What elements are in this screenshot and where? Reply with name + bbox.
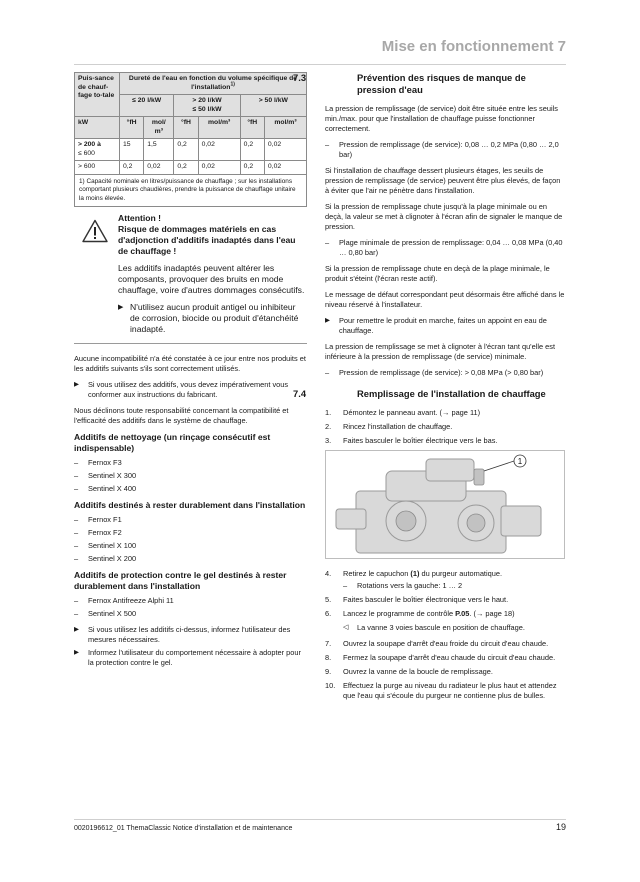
procedure-steps-b	[325, 569, 565, 619]
step-item: 4. Retirez le capuchon (1) du purgeur automatique. – Rotations vers la gauche: 1 … 2	[325, 569, 565, 591]
table-row	[75, 161, 307, 175]
table-row-label: > 200 à ≤ 600	[75, 139, 120, 161]
arrow-bullet-icon: ▶	[74, 649, 79, 656]
list-item: – Sentinel X 200	[74, 554, 307, 564]
list-item: – Pression de remplissage (de service): > 0,08 MPa (> 0,80 bar)	[325, 368, 565, 378]
warning-triangle-icon	[82, 219, 108, 243]
spec-list	[325, 368, 565, 378]
warning-title: Attention !	[118, 213, 161, 223]
table-cell: 0,02	[198, 139, 240, 161]
section-title-frost: Additifs de protection contre le gel destinés à rester durablement dans l'installation	[74, 570, 287, 591]
list-item: – Sentinel X 400	[74, 484, 307, 494]
procedure-steps-a	[325, 408, 565, 446]
table-cell: 0,2	[120, 161, 144, 175]
table-cell: 0,2	[240, 161, 264, 175]
page-header-title: Mise en fonctionnement 7	[381, 38, 566, 55]
table-cell: 0,02	[198, 161, 240, 175]
list-item: ▶ Si vous utilisez les additifs ci-dessus, informez l'utilisateur des mesures nécessaires.	[74, 625, 291, 644]
table-unit: °fH	[120, 117, 144, 139]
paragraph: La pression de remplissage se met à clignoter à l'écran tant qu'elle est inférieure à la pression de remplissage (de service) minimale.	[325, 342, 556, 361]
table-unit: mol/ m³	[144, 117, 174, 139]
action-list	[325, 316, 565, 336]
right-column	[293, 72, 565, 705]
sub-item: – Rotations vers la gauche: 1 … 2	[343, 581, 565, 591]
list-item: – Sentinel X 100	[74, 541, 307, 551]
step-item: 10. Effectuez la purge au niveau du radiateur le plus haut et attendez que l'eau qui s'écoule du purgeur ne contienne plus de bulles.	[325, 681, 557, 700]
list-item: – Sentinel X 300	[74, 471, 307, 481]
list-item: – Fernox F3	[74, 458, 307, 468]
arrow-bullet-icon: ▶	[74, 381, 79, 388]
table-cell: 15	[120, 139, 144, 161]
list-item: – Pression de remplissage (de service): 0,08 … 0,2 MPa (0,80 … 2,0 bar)	[325, 140, 565, 160]
table-cell: 0,02	[144, 161, 174, 175]
list-item: – Fernox Antifreeze Alphi 11	[74, 596, 307, 606]
table-cell: 0,02	[264, 139, 306, 161]
table-cell: 0,02	[264, 161, 306, 175]
procedure-steps-c	[325, 639, 565, 701]
action-list	[74, 380, 307, 400]
table-unit: °fH	[174, 117, 198, 139]
table-range-2: > 20 l/kW ≤ 50 l/kW	[174, 95, 240, 117]
paragraph: Si la pression de remplissage chute jusqu'à la plage minimale ou en deçà, la valeur se met à clignoter à l'écran afin de signaler le manque de pression.	[325, 202, 563, 231]
warning-subtitle: Risque de dommages matériels en cas d'adjonction d'additifs inadaptés dans l'eau de chauffage !	[118, 224, 296, 256]
paragraph: Le message de défaut correspondant peut désormais être affiché dans le niveau réservé à l'installateur.	[325, 290, 565, 309]
list-item: – Plage minimale de pression de remplissage: 0,04 … 0,08 MPa (0,40 … 0,80 bar)	[325, 238, 565, 258]
step-item: 3. Faites basculer le boîtier électrique vers le bas.	[325, 436, 498, 445]
permanent-additives-list	[74, 515, 307, 564]
page-number: 19	[555, 822, 566, 832]
table-row-label: > 600	[75, 161, 120, 175]
water-hardness-table	[74, 72, 307, 207]
step-item: 8. Fermez la soupape d'arrêt d'eau chaude du circuit d'eau chaude.	[325, 653, 556, 662]
paragraph: Si l'installation de chauffage dessert plusieurs étages, les seuils de pression de remplissage (de service) peuvent être plus élevés, de façon à éviter que l'air ne pénètre dans l'installation.	[325, 166, 561, 195]
list-item: ▶ Pour remettre le produit en marche, faites un appoint en eau de chauffage.	[325, 316, 547, 335]
step-item: 5. Faites basculer le boîtier électronique vers le haut.	[325, 595, 509, 604]
table-cell: 1,5	[144, 139, 174, 161]
footer-divider	[74, 819, 566, 820]
cleaning-additives-list	[74, 458, 307, 494]
table-unit: mol/m³	[198, 117, 240, 139]
paragraph: Si la pression de remplissage chute en deçà de la plage minimale, le produit s'éteint (l'écran reste actif).	[325, 264, 550, 283]
action-list	[74, 625, 307, 668]
section-title-cleaning: Additifs de nettoyage (un rinçage consécutif est indispensable)	[74, 432, 271, 453]
table-cell: 0,2	[174, 161, 198, 175]
table-unit-kw: kW	[75, 117, 120, 139]
figure-callout-label: 1	[517, 457, 523, 466]
footnote-marker: 1)	[230, 81, 235, 88]
list-item: ▶ Informez l'utilisateur du comportement nécessaire à adopter pour la protection contre le gel.	[74, 648, 301, 667]
table-cell: 0,2	[240, 139, 264, 161]
warning-text: Les additifs inadaptés peuvent altérer les composants, provoquer des bruits en mode chauffage, voire d'autres dommages consécutifs.	[118, 263, 305, 295]
table-cell: 0,2	[174, 139, 198, 161]
list-item: ▶ Si vous utilisez des additifs, vous devez impérativement vous conformer aux instructions du fabricant.	[74, 380, 289, 399]
table-row	[75, 139, 307, 161]
table-header-hardness: Dureté de l'eau en fonction du volume spécifique de l'installation$^{1)}$	[120, 73, 307, 95]
step-item: 6. Lancez le programme de contrôle P.05. (→ page 18)	[325, 609, 515, 618]
spec-list	[325, 238, 565, 258]
step-item: 9. Ouvrez la vanne de la boucle de remplissage.	[325, 667, 493, 676]
section-heading-7-3: 7.3 Prévention des risques de manque de pression d'eau	[293, 72, 526, 95]
list-item: – Fernox F2	[74, 528, 307, 538]
section-title-permanent: Additifs destinés à rester durablement dans l'installation	[74, 500, 306, 510]
table-header-power: Puis-sance de chauf-fage to-tale	[75, 73, 120, 117]
table-range-3: > 50 l/kW	[240, 95, 306, 117]
step-result: ◁ La vanne 3 voies bascule en position de chauffage.	[343, 623, 525, 632]
arrow-bullet-icon: ▶	[118, 304, 124, 311]
warning-block	[74, 213, 307, 344]
paragraph: La pression de remplissage (de service) doit être située entre les seuils min./max. pour que l'installation de chauffage puisse fonctionner correctement.	[325, 104, 558, 133]
pump-drawing-icon	[326, 451, 564, 558]
list-item: – Fernox F1	[74, 515, 307, 525]
table-range-1: ≤ 20 l/kW	[120, 95, 174, 117]
frost-additives-list	[74, 596, 307, 619]
paragraph: Aucune incompatibilité n'a été constatée à ce jour entre nos produits et les additifs suivants s'ils sont correctement utilisés.	[74, 354, 306, 373]
table-footnote: 1) Capacité nominale en litres/puissance de chauffage ; sur les installations comportant plusieurs chaudières, prendre la puissance de chauffage unitaire la moins élevée.	[75, 174, 307, 207]
section-heading-7-4: 7.4 Remplissage de l'installation de chauffage	[293, 388, 546, 399]
paragraph: Nous déclinons toute responsabilité concernant la compatibilité et l'efficacité des additifs dans le système de chauffage.	[74, 406, 289, 425]
arrow-bullet-icon: ▶	[325, 317, 330, 324]
warning-action: ▶ N'utilisez aucun produit antigel ou inhibiteur de corrosion, biocide ou produit d'étanchéité inadapté.	[118, 302, 299, 334]
footer-document-id: 0020196612_01 ThemaClassic Notice d'installation et de maintenance	[74, 825, 293, 832]
table-unit: mol/m³	[264, 117, 306, 139]
list-item: – Sentinel X 500	[74, 609, 307, 619]
arrow-bullet-icon: ▶	[74, 626, 79, 633]
step-item: 1. Démontez le panneau avant. (→ page 11)	[325, 408, 481, 417]
header-divider	[74, 64, 566, 65]
left-column	[74, 72, 307, 674]
step-item: 2. Rincez l'installation de chauffage.	[325, 422, 453, 431]
pump-vent-illustration	[325, 450, 565, 559]
result-arrow-icon: ◁	[343, 624, 349, 631]
step-item: 7. Ouvrez la soupape d'arrêt d'eau froide du circuit d'eau chaude.	[325, 639, 549, 648]
spec-list	[325, 140, 565, 160]
table-unit: °fH	[240, 117, 264, 139]
